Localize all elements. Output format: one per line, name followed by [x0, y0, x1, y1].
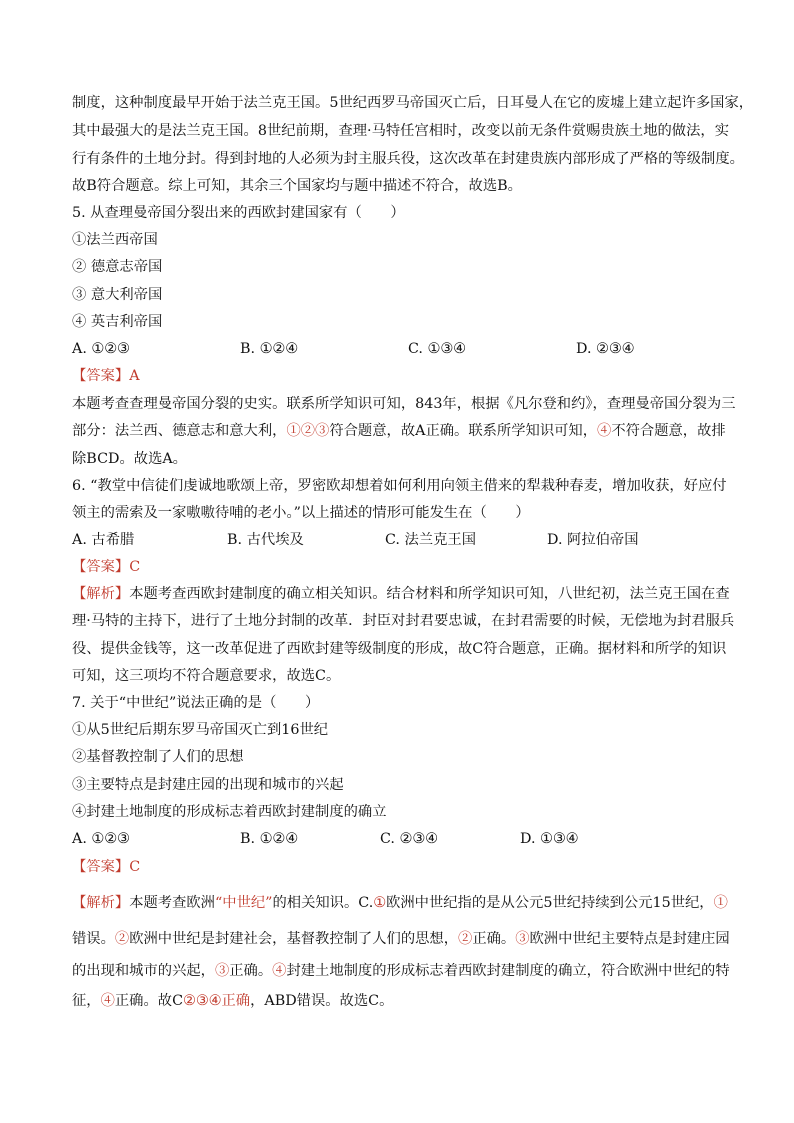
- answer-value: A: [129, 368, 140, 384]
- q7-item-4: ④封建土地制度的形成标志着西欧封建制度的确立: [72, 804, 387, 820]
- q6-analysis-line-3: 役、提供金钱等，这一改革促进了西欧封建等级制度的形成，故C符合题意，正确。据材料和所学的知识: [72, 641, 727, 657]
- q5-stem: 5. 从查理曼帝国分裂出来的西欧封建国家有（ ）: [72, 205, 405, 221]
- q7-analysis-line-2: 错误。②欧洲中世纪是封建社会，基督教控制了人们的思想，②正确。③欧洲中世纪主要特点是封建庄园: [72, 931, 730, 947]
- q5-item-3: ③ 意大利帝国: [72, 287, 163, 303]
- answer-value: C: [129, 859, 141, 875]
- q5-answer: [72, 366, 724, 386]
- q6-option-a: A. 古希腊: [72, 532, 135, 548]
- q5-option-c: C. ①③④: [408, 341, 466, 357]
- q6-option-b: B. 古代埃及: [227, 532, 304, 548]
- prev-analysis-line-2: 其中最强大的是法兰克王国。8世纪前期，查理·马特任宫相时，改变以前无条件赏赐贵族土地的做法，实: [72, 123, 729, 139]
- answer-tag: 【答案】: [72, 559, 130, 575]
- q5-analysis-line-3: 除BCD。故选A。: [72, 451, 187, 467]
- analysis-tag: 【解析】: [72, 586, 130, 602]
- q5-item-2: ② 德意志帝国: [72, 259, 163, 275]
- answer-tag: 【答案】: [72, 859, 130, 875]
- analysis-tag: 【解析】: [72, 895, 130, 911]
- q6-options: [72, 530, 724, 550]
- prev-analysis-line-3: 行有条件的土地分封。得到封地的人必须为封主服兵役，这次改革在封建贵族内部形成了严格的等级制度。: [72, 151, 744, 167]
- q7-item-3: ③主要特点是封建庄园的出现和城市的兴起: [72, 777, 344, 793]
- q6-analysis-line-4: 可知，这三项均不符合题意要求，故选C。: [72, 668, 341, 684]
- q7-analysis-line-1: 【解析】本题考查欧洲“中世纪”的相关知识。C.①欧洲中世纪指的是从公元5世纪持续到公元15世纪，①: [72, 895, 728, 911]
- q5-options: [72, 339, 724, 359]
- q6-answer: [72, 557, 724, 577]
- q5-item-1: ①法兰西帝国: [72, 232, 158, 248]
- q5-option-a: A. ①②③: [72, 341, 130, 357]
- q7-item-2: ②基督教控制了人们的思想: [72, 749, 244, 765]
- q7-option-a: A. ①②③: [72, 831, 130, 847]
- q6-stem-line-1: 6. “教堂中信徒们虔诚地歌颂上帝，罗密欧却想着如何利用向领主借来的犁栽种春麦，增加收获，好应付: [72, 478, 727, 494]
- q7-analysis-line-3: 的出现和城市的兴起，③正确。④封建土地制度的形成标志着西欧封建制度的确立，符合欧洲中世纪的特: [72, 963, 730, 979]
- q6-stem-line-2: 领主的需索及一家嗷嗷待哺的老小。”以上描述的情形可能发生在（ ）: [72, 505, 530, 521]
- q7-options: [72, 829, 724, 849]
- q5-option-b: B. ①②④: [240, 341, 299, 357]
- q6-option-d: D. 阿拉伯帝国: [547, 532, 639, 548]
- q7-answer: [72, 857, 724, 877]
- q6-option-c: C. 法兰克王国: [385, 532, 477, 548]
- q6-analysis-line-1: 【解析】本题考查西欧封建制度的确立相关知识。结合材料和所学知识可知，八世纪初，法兰克王国在查: [72, 586, 730, 602]
- q5-analysis-line-2: 部分：法兰西、德意志和意大利，①②③符合题意，故A正确。联系所学知识可知，④不符合题意，故排: [72, 423, 726, 439]
- q7-item-1: ①从5世纪后期东罗马帝国灭亡到16世纪: [72, 722, 329, 738]
- q6-analysis-line-2: 理·马特的主持下，进行了土地分封制的改革．封臣对封君要忠诚，在封君需要的时候，无偿地为封君服兵: [72, 613, 735, 629]
- answer-tag: 【答案】: [72, 368, 130, 384]
- q7-option-c: C. ②③④: [380, 831, 438, 847]
- q7-stem: 7. 关于“中世纪”说法正确的是（ ）: [72, 695, 320, 711]
- q5-option-d: D. ②③④: [576, 341, 635, 357]
- q7-option-b: B. ①②④: [240, 831, 299, 847]
- prev-analysis-line-1: 制度，这种制度最早开始于法兰克王国。5世纪西罗马帝国灭亡后，日耳曼人在它的废墟上建立起许多国家，: [72, 95, 754, 111]
- prev-analysis-line-4: 故B符合题意。综上可知，其余三个国家均与题中描述不符合，故选B。: [72, 178, 522, 194]
- answer-value: C: [129, 559, 141, 575]
- q7-analysis-line-4: 征，④正确。故C②③④正确，ABD错误。故选C。: [72, 993, 394, 1009]
- q5-analysis-line-1: 本题考查查理曼帝国分裂的史实。联系所学知识可知，843年，根据《凡尔登和约》，查理曼帝国分裂为三: [72, 396, 736, 412]
- q7-option-d: D. ①③④: [520, 831, 579, 847]
- q5-item-4: ④ 英吉利帝国: [72, 314, 163, 330]
